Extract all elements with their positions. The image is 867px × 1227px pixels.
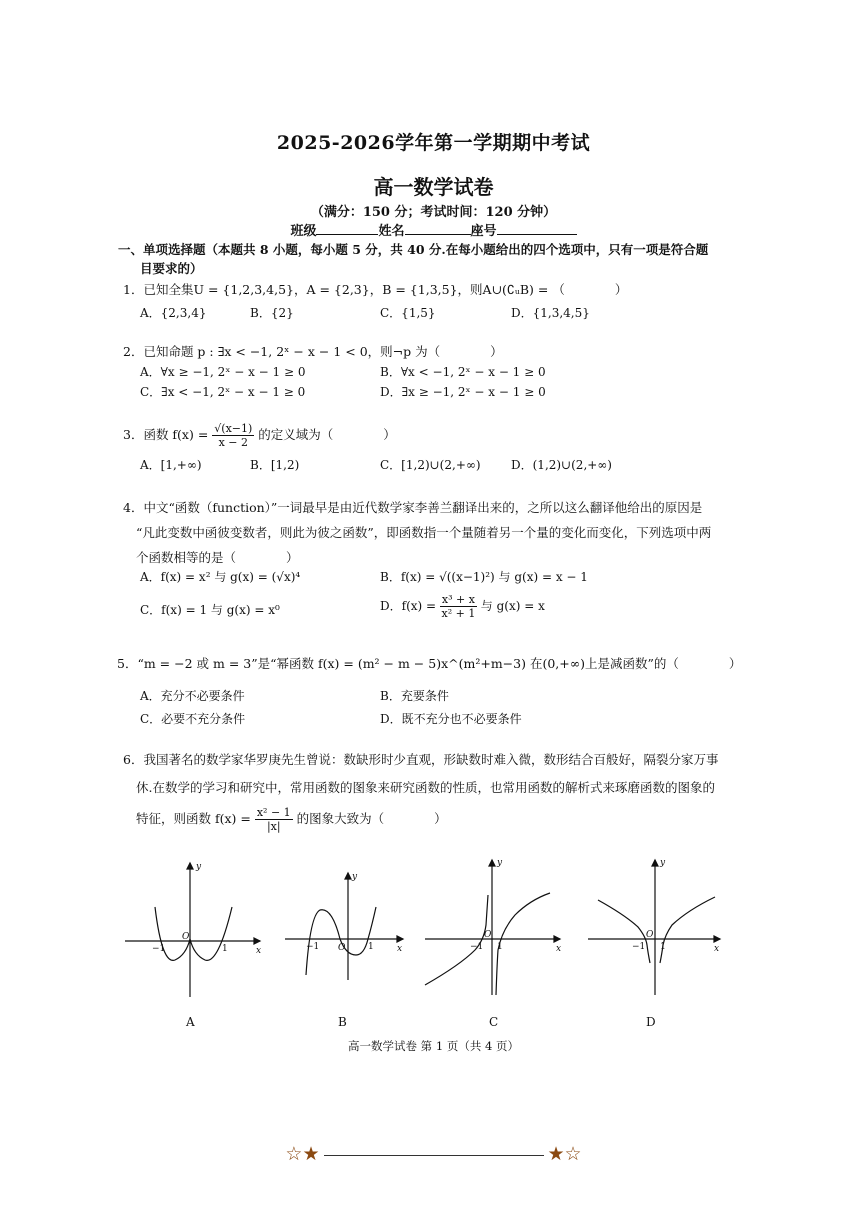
graph-d-y-arrow bbox=[652, 860, 658, 866]
graph-d-origin: O bbox=[646, 930, 654, 940]
graph-a-x-arrow bbox=[254, 938, 260, 944]
q3-stem-pre: 3．函数 f(x) = bbox=[123, 427, 209, 442]
q1-option-b: B．{2} bbox=[250, 306, 294, 320]
graph-b bbox=[285, 873, 403, 980]
q6-graphs bbox=[120, 855, 730, 1030]
graph-c-label: C bbox=[489, 1015, 499, 1029]
q2-option-d: D．∃x ≥ −1, 2ˣ − x − 1 ≥ 0 bbox=[380, 385, 546, 399]
graph-c-curve-right bbox=[496, 893, 550, 995]
q6-line1: 6．我国著名的数学家华罗庚先生曾说：数缺形时少直观，形缺数时难入微，数形结合百般好，隔裂分家万事 bbox=[123, 752, 719, 767]
graph-d-x-arrow bbox=[714, 936, 720, 942]
q4-line2: “凡此变数中函彼变数者，则此为彼之函数”，即函数指一个量随着另一个量的变化而变化，下列选项中两 bbox=[136, 525, 712, 540]
graph-c bbox=[425, 860, 560, 995]
graph-d-tick-pos: 1 bbox=[660, 942, 666, 952]
graph-d-curve-left bbox=[598, 900, 650, 963]
graph-d-label: D bbox=[646, 1015, 656, 1029]
q5-option-b: B．充要条件 bbox=[380, 689, 449, 703]
graph-b-label: B bbox=[338, 1015, 347, 1029]
q4-option-a: A．f(x) = x² 与 g(x) = (√x)⁴ bbox=[140, 570, 301, 584]
graph-a-x-label: x bbox=[256, 946, 262, 956]
q4-d-frac-den: x² + 1 bbox=[441, 607, 476, 620]
q4-line1: 4．中文“函数（function）”一词最早是由近代数学家李善兰翻译出来的，之所以这么翻译他给出的原因是 bbox=[123, 500, 703, 515]
graph-d bbox=[588, 860, 720, 995]
section-title-line2: 目要求的） bbox=[140, 261, 203, 276]
q4-option-d-post: 与 g(x) = x bbox=[480, 599, 545, 613]
exam-meta: （满分：150 分；考试时间：120 分钟） bbox=[310, 205, 557, 220]
q5-option-d: D．既不充分也不必要条件 bbox=[380, 712, 522, 726]
q4-option-d-pre: D．f(x) = bbox=[380, 599, 437, 613]
q6-stem bbox=[123, 746, 763, 802]
decorative-stars-line bbox=[0, 1143, 867, 1165]
paper-title: 高一数学试卷 bbox=[373, 175, 494, 199]
graph-d-x-label: x bbox=[714, 944, 720, 954]
graph-c-origin: O bbox=[484, 930, 492, 940]
graph-c-curve-left bbox=[425, 895, 488, 985]
q2-option-c: C．∃x < −1, 2ˣ − x − 1 ≥ 0 bbox=[140, 385, 306, 399]
student-info-line bbox=[0, 220, 867, 239]
q6-line3-post: 的图象大致为（ ） bbox=[296, 811, 447, 826]
name-label: 姓名 bbox=[378, 224, 405, 239]
q3-stem-post: 的定义域为（ ） bbox=[258, 427, 396, 442]
graph-d-y-label: y bbox=[660, 858, 666, 868]
q6-frac-den: |x| bbox=[266, 820, 281, 833]
divider-line bbox=[324, 1155, 544, 1156]
graph-b-curve bbox=[306, 907, 376, 975]
q4-option-b: B．f(x) = √((x−1)²) 与 g(x) = x − 1 bbox=[380, 570, 588, 584]
graph-a bbox=[125, 863, 260, 997]
q4-line3: 个函数相等的是（ ） bbox=[136, 550, 299, 565]
q3-option-c: C．[1,2)∪(2,+∞) bbox=[380, 458, 481, 472]
graph-a-tick-neg: −1 bbox=[152, 944, 166, 954]
section-title bbox=[118, 240, 758, 278]
class-label: 班级 bbox=[290, 224, 317, 239]
q1-option-c: C．{1,5} bbox=[380, 306, 436, 320]
graph-b-y-arrow bbox=[345, 873, 351, 879]
stars-right-icon: ★☆ bbox=[547, 1143, 582, 1165]
q3-option-b: B．[1,2) bbox=[250, 458, 300, 472]
graph-b-tick-neg: −1 bbox=[306, 942, 320, 952]
graph-b-tick-pos: 1 bbox=[368, 942, 374, 952]
q1-option-d: D．{1,3,4,5} bbox=[511, 306, 590, 320]
seat-label: 座号 bbox=[470, 224, 497, 239]
q1-stem: 1．已知全集U = {1,2,3,4,5}，A = {2,3}，B = {1,3,5}，则A∪(∁ᵤB) = （ ） bbox=[123, 282, 628, 297]
q4-option-d bbox=[380, 593, 545, 620]
q3-option-a: A．[1,+∞) bbox=[140, 458, 202, 472]
graph-a-y-label: y bbox=[196, 862, 202, 872]
q2-option-b: B．∀x < −1, 2ˣ − x − 1 ≥ 0 bbox=[380, 365, 546, 379]
graph-a-tick-pos: 1 bbox=[222, 944, 228, 954]
graph-c-tick-neg: −1 bbox=[470, 942, 484, 952]
q4-d-frac-num: x³ + x bbox=[441, 593, 475, 606]
q6-fraction bbox=[255, 806, 293, 833]
graph-c-x-label: x bbox=[556, 944, 562, 954]
q3-option-d: D．(1,2)∪(2,+∞) bbox=[511, 458, 612, 472]
name-blank bbox=[405, 222, 471, 235]
graph-a-origin: O bbox=[182, 932, 190, 942]
q3-fraction bbox=[212, 422, 254, 449]
q4-option-d-fraction bbox=[440, 593, 477, 620]
page-footer: 高一数学试卷 第 1 页（共 4 页） bbox=[348, 1039, 519, 1053]
exam-title: 2025-2026学年第一学期期中考试 bbox=[276, 132, 591, 154]
graph-a-y-arrow bbox=[187, 863, 193, 869]
section-title-line1: 一、单项选择题（本题共 8 小题，每小题 5 分，共 40 分.在每小题给出的四个选项中，只有一项是符合题 bbox=[118, 242, 709, 257]
graph-b-x-arrow bbox=[397, 936, 403, 942]
q5-stem: 5．“m = −2 或 m = 3”是“幂函数 f(x) = (m² − m − 5)x^(m²+m−3) 在(0,+∞)上是减函数”的（ ） bbox=[117, 656, 742, 671]
class-blank bbox=[316, 222, 378, 235]
q6-frac-num: x² − 1 bbox=[256, 806, 291, 819]
graph-c-x-arrow bbox=[554, 936, 560, 942]
graph-c-tick-pos: 1 bbox=[497, 942, 503, 952]
graph-c-y-arrow bbox=[489, 860, 495, 866]
q2-stem: 2．已知命题 p : ∃x < −1, 2ˣ − x − 1 < 0，则¬p 为（ ） bbox=[123, 344, 503, 359]
graph-b-y-label: y bbox=[352, 872, 358, 882]
q3-frac-den: x − 2 bbox=[218, 436, 249, 449]
q6-line3-pre: 特征，则函数 f(x) = bbox=[136, 811, 251, 826]
q1-option-a: A．{2,3,4} bbox=[140, 306, 207, 320]
q3-stem bbox=[123, 422, 396, 449]
q4-option-c: C．f(x) = 1 与 g(x) = x⁰ bbox=[140, 603, 280, 617]
q4-stem bbox=[123, 495, 763, 570]
graph-c-y-label: y bbox=[497, 858, 503, 868]
graph-d-tick-neg: −1 bbox=[632, 942, 646, 952]
q6-line2: 休.在数学的学习和研究中，常用函数的图象来研究函数的性质，也常用函数的解析式来琢磨函数的图象的 bbox=[136, 780, 715, 795]
q6-line3 bbox=[136, 806, 447, 833]
graph-a-label: A bbox=[186, 1015, 195, 1029]
graph-a-curve bbox=[155, 907, 232, 960]
q3-frac-num: √(x−1) bbox=[214, 422, 253, 435]
graph-b-x-label: x bbox=[397, 944, 403, 954]
graph-d-curve-right bbox=[660, 897, 715, 963]
stars-left-icon: ☆★ bbox=[285, 1143, 320, 1165]
seat-blank bbox=[497, 222, 577, 235]
q2-option-a: A．∀x ≥ −1, 2ˣ − x − 1 ≥ 0 bbox=[140, 365, 306, 379]
q5-option-c: C．必要不充分条件 bbox=[140, 712, 246, 726]
graph-b-origin: O bbox=[338, 943, 346, 953]
q5-option-a: A．充分不必要条件 bbox=[140, 689, 245, 703]
